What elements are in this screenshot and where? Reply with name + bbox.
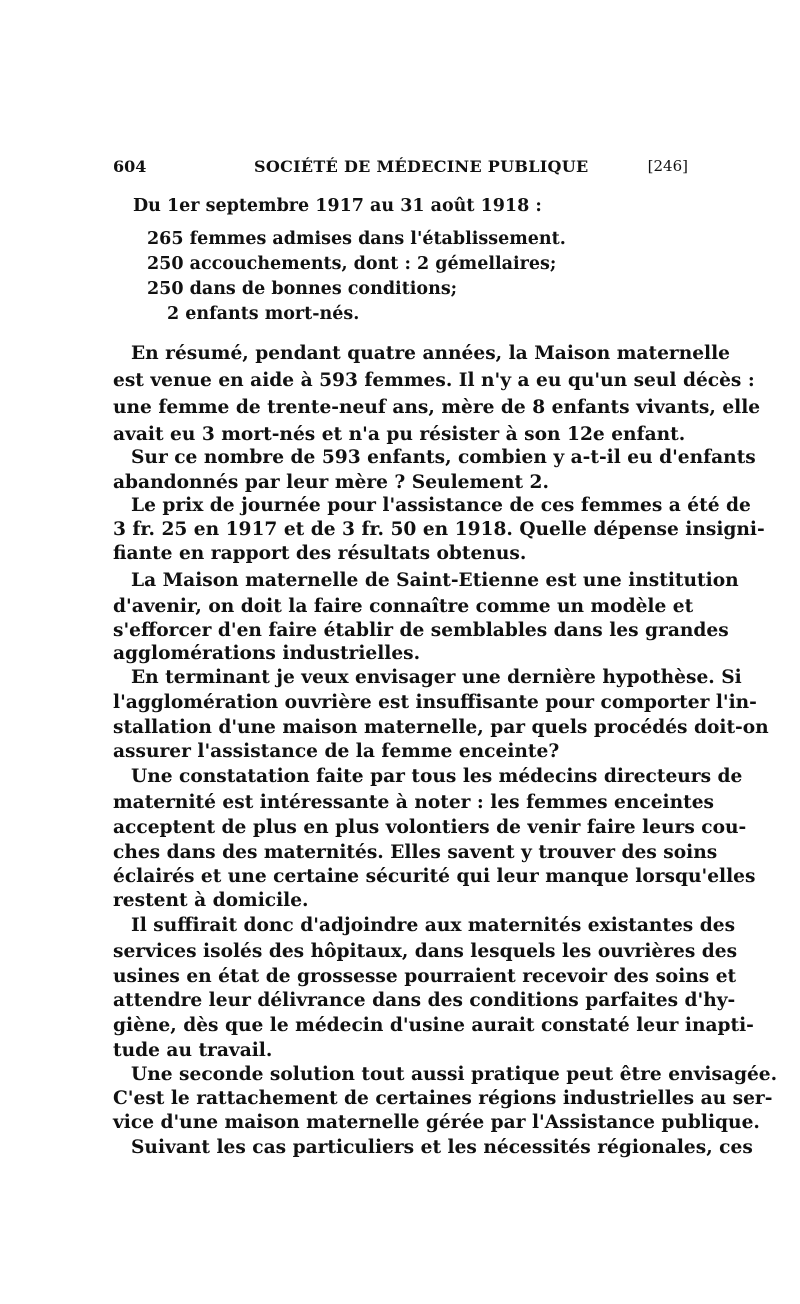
text-line: d'avenir, on doit la faire connaître comme un modèle et xyxy=(113,596,694,617)
stat-line: 250 dans de bonnes conditions; xyxy=(147,279,458,299)
text-line: Le prix de journée pour l'assistance de ces femmes a été de xyxy=(131,495,751,516)
text-line: La Maison maternelle de Saint-Etienne est une institution xyxy=(131,570,739,591)
running-header xyxy=(113,157,688,181)
text-line: restent à domicile. xyxy=(113,890,309,911)
text-line: giène, dès que le médecin d'usine aurait constaté leur inapti- xyxy=(113,1015,754,1036)
text-line: vice d'une maison maternelle gérée par l'Assistance publique. xyxy=(113,1112,760,1133)
text-line: tude au travail. xyxy=(113,1040,273,1061)
page-reference: [246] xyxy=(647,157,688,175)
text-line: services isolés des hôpitaux, dans lesquels les ouvrières des xyxy=(113,941,738,962)
period-heading: Du 1er septembre 1917 au 31 août 1918 : xyxy=(133,196,542,216)
stat-line: 250 accouchements, dont : 2 gémellaires; xyxy=(147,254,557,274)
header-title: SOCIÉTÉ DE MÉDECINE PUBLIQUE xyxy=(254,157,589,176)
text-line: usines en état de grossesse pourraient recevoir des soins et xyxy=(113,966,737,987)
text-line: s'efforcer d'en faire établir de semblables dans les grandes xyxy=(113,620,729,641)
text-line: acceptent de plus en plus volontiers de venir faire leurs cou- xyxy=(113,817,747,838)
page-number: 604 xyxy=(113,157,147,176)
text-line: En résumé, pendant quatre années, la Maison maternelle xyxy=(131,343,731,364)
text-line: avait eu 3 mort-nés et n'a pu résister à son 12e enfant. xyxy=(113,424,686,445)
text-line: agglomérations industrielles. xyxy=(113,643,421,664)
text-line: maternité est intéressante à noter : les femmes enceintes xyxy=(113,792,715,813)
text-line: Une seconde solution tout aussi pratique peut être envisagée. xyxy=(131,1064,778,1085)
text-line: stallation d'une maison maternelle, par quels procédés doit-on xyxy=(113,717,769,738)
text-line: éclairés et une certaine sécurité qui leur manque lorsqu'elles xyxy=(113,866,756,887)
text-line: une femme de trente-neuf ans, mère de 8 enfants vivants, elle xyxy=(113,397,761,418)
text-line: fiante en rapport des résultats obtenus. xyxy=(113,543,527,564)
text-line: ches dans des maternités. Elles savent y trouver des soins xyxy=(113,842,718,863)
text-line: Une constatation faite par tous les médecins directeurs de xyxy=(131,766,743,787)
text-line: abandonnés par leur mère ? Seulement 2. xyxy=(113,472,549,493)
text-line: attendre leur délivrance dans des conditions parfaites d'hy- xyxy=(113,990,736,1011)
text-line: Suivant les cas particuliers et les nécessités régionales, ces xyxy=(131,1137,753,1158)
text-line: 3 fr. 25 en 1917 et de 3 fr. 50 en 1918. Quelle dépense insigni- xyxy=(113,519,765,540)
text-line: l'agglomération ouvrière est insuffisante pour comporter l'in- xyxy=(113,692,757,713)
text-line: En terminant je veux envisager une dernière hypothèse. Si xyxy=(131,667,742,688)
text-line: C'est le rattachement de certaines régions industrielles au ser- xyxy=(113,1088,773,1109)
stat-line: 265 femmes admises dans l'établissement. xyxy=(147,229,566,249)
text-line: assurer l'assistance de la femme enceinte? xyxy=(113,741,560,762)
text-line: Sur ce nombre de 593 enfants, combien y a-t-il eu d'enfants xyxy=(131,447,756,468)
stat-line: 2 enfants mort-nés. xyxy=(167,304,360,324)
text-line: est venue en aide à 593 femmes. Il n'y a eu qu'un seul décès : xyxy=(113,370,755,391)
text-line: Il suffirait donc d'adjoindre aux maternités existantes des xyxy=(131,915,736,936)
